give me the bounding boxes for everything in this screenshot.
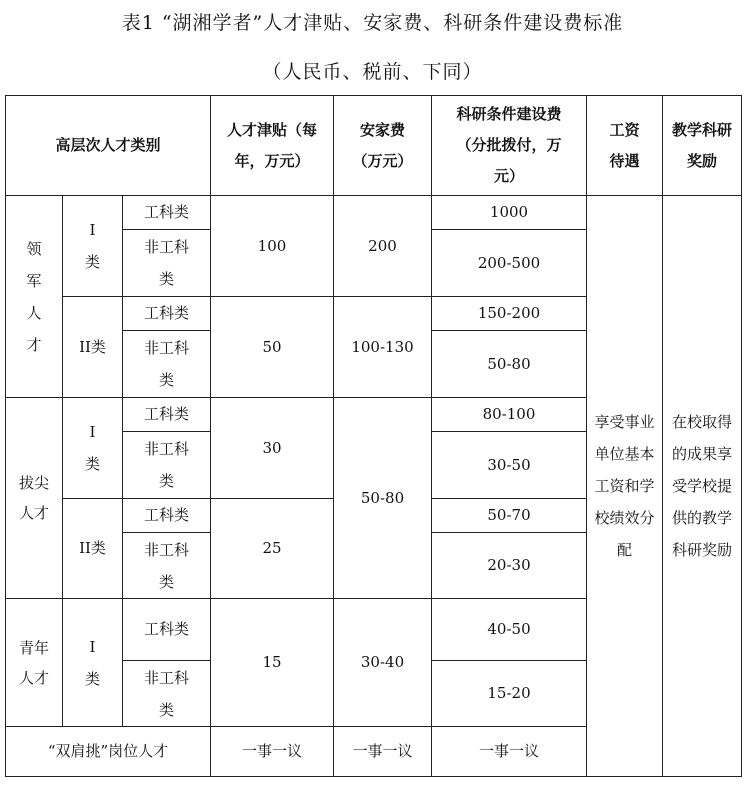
top-i-noneng: 非工科类	[122, 431, 211, 499]
top-i-eng: 工科类	[122, 397, 211, 432]
talent-standard-grid	[5, 95, 741, 777]
leader-ii-settle: 100-130	[333, 296, 432, 398]
header-teaching: 教学科研奖励	[662, 95, 742, 196]
group-young: 青年人才	[5, 598, 63, 727]
salary-note: 享受事业单位基本工资和学校绩效分配	[586, 195, 663, 777]
top-ii-noneng: 非工科类	[122, 532, 211, 599]
top-ii-eng: 工科类	[122, 498, 211, 533]
header-settle: 安家费（万元）	[333, 95, 432, 196]
teaching-note: 在校取得的成果享受学校提供的教学科研奖励	[662, 195, 742, 777]
header-salary: 工资待遇	[586, 95, 663, 196]
young-allowance: 15	[210, 598, 334, 727]
leader-i-noneng-research: 200-500	[431, 229, 587, 297]
top-class-ii: II类	[62, 498, 123, 599]
young-eng: 工科类	[122, 598, 211, 661]
shuangjian-settle: 一事一议	[333, 726, 432, 777]
top-i-eng-research: 80-100	[431, 397, 587, 432]
leader-ii-eng: 工科类	[122, 296, 211, 331]
shuangjian-allowance: 一事一议	[210, 726, 334, 777]
leader-ii-eng-research: 150-200	[431, 296, 587, 331]
top-ii-eng-research: 50-70	[431, 498, 587, 533]
leader-i-allowance: 100	[210, 195, 334, 297]
young-noneng-research: 15-20	[431, 660, 587, 727]
young-noneng: 非工科类	[122, 660, 211, 727]
top-ii-noneng-research: 20-30	[431, 532, 587, 599]
top-i-allowance: 30	[210, 397, 334, 499]
header-category: 高层次人才类别	[5, 95, 211, 196]
leader-class-i: I类	[62, 195, 123, 297]
leader-class-ii: II类	[62, 296, 123, 398]
table-title: 表1 “湖湘学者”人才津贴、安家费、科研条件建设费标准	[121, 12, 624, 34]
leader-ii-noneng: 非工科类	[122, 330, 211, 398]
leader-i-eng: 工科类	[122, 195, 211, 230]
leader-ii-allowance: 50	[210, 296, 334, 398]
header-research: 科研条件建设费（分批拨付，万元）	[431, 95, 587, 196]
shuangjian-label: “双肩挑”岗位人才	[5, 726, 211, 777]
young-settle: 30-40	[333, 598, 432, 727]
young-eng-research: 40-50	[431, 598, 587, 661]
top-settle: 50-80	[333, 397, 432, 599]
top-ii-allowance: 25	[210, 498, 334, 599]
table-subtitle: （人民币、税前、下同）	[262, 61, 483, 83]
group-top: 拔尖人才	[5, 397, 63, 599]
top-class-i: I类	[62, 397, 123, 499]
leader-i-settle: 200	[333, 195, 432, 297]
leader-i-eng-research: 1000	[431, 195, 587, 230]
header-allowance: 人才津贴（每年，万元）	[210, 95, 334, 196]
shuangjian-research: 一事一议	[431, 726, 587, 777]
leader-i-noneng: 非工科类	[122, 229, 211, 297]
top-i-noneng-research: 30-50	[431, 431, 587, 499]
young-class-i: I类	[62, 598, 123, 727]
group-leader: 领军人才	[5, 195, 63, 398]
leader-ii-noneng-research: 50-80	[431, 330, 587, 398]
